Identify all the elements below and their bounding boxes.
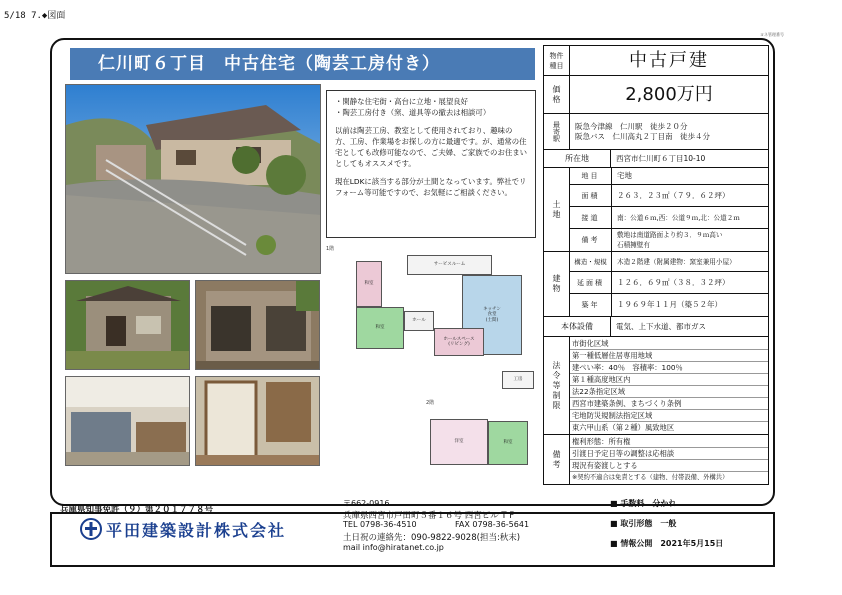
law-line: 建ぺい率：40％ 容積率：100％ xyxy=(570,362,768,374)
room-hall: ホール xyxy=(404,311,434,331)
land-field-label: 接道 xyxy=(570,207,612,228)
property-notes xyxy=(326,90,536,238)
land-field-value: 敷地は南道路面より約３．９ｍ高い 石積擁壁有 xyxy=(617,231,723,249)
facility-value: 電気、上下水道、都市ガス xyxy=(616,321,706,331)
remarks-line: 現況有姿渡しとする xyxy=(570,460,768,472)
building-field-value: １９６９年１１月（築５２年） xyxy=(617,300,722,309)
fax-number: FAX 0798-36-5641 xyxy=(455,520,530,529)
company-address: 兵庫県西宮市戸田町５番１６号 西宮ビル T F xyxy=(343,511,515,521)
room-kiln: 工房 xyxy=(502,371,534,389)
room-washitsu-b: 和室 xyxy=(356,307,404,349)
traffic-line: 阪急バス 仁川高丸２丁目南 徒歩４分 xyxy=(575,131,710,141)
room-washitsu-2f: 和室 xyxy=(488,421,528,465)
weekend-contact: 土日祝の連絡先：090-9822-9028(担当:秋末) xyxy=(343,533,521,543)
law-line: 宅地防災規制法指定区域 xyxy=(570,410,768,422)
law-line: 第１種高度地区内 xyxy=(570,374,768,386)
license-number: 兵庫県知事免許（９）第２０１７７８号 xyxy=(60,505,214,515)
publish-date: ■ 情報公開 2021年5月15日 xyxy=(610,539,724,548)
email-address: mail info@hiratanet.co.jp xyxy=(343,543,444,552)
exterior-photo xyxy=(65,84,321,274)
building-field-value: 木造２階建（附属建物：窯室兼用小屋） xyxy=(617,257,736,266)
law-line: 法22条指定区域 xyxy=(570,386,768,398)
law-line: 市街化区域 xyxy=(570,338,768,350)
deal-type: ■ 取引形態 一般 xyxy=(610,519,677,528)
price-value: 2,800万円 xyxy=(625,83,713,105)
price-label: 価格 xyxy=(544,76,570,113)
building-field-label: 構造・規模 xyxy=(570,252,612,271)
facility-label: 本体設備 xyxy=(544,317,611,336)
room-youshitsu: 洋室 xyxy=(430,419,488,465)
company-logo-icon xyxy=(80,518,102,540)
traffic-line: 阪急今津線 仁川駅 徒歩２０分 xyxy=(575,121,688,131)
land-label: 土地 xyxy=(544,168,570,251)
room-washitsu-a: 和室 xyxy=(356,261,382,307)
remarks-line: ※契約不適合は免責とする（建物、付帯設備、外構共） xyxy=(572,474,729,481)
type-value: 中古戸建 xyxy=(629,49,709,71)
building-field-label: 築年 xyxy=(570,294,612,316)
remarks-line: 権利形態：所有権 xyxy=(570,436,768,448)
remarks-line: 引渡日予定日等の調整は応相談 xyxy=(570,448,768,460)
room-interior-photo xyxy=(195,376,320,466)
law-line: 西宮市建築条例、まちづくり条例 xyxy=(570,398,768,410)
building-field-label: 延面積 xyxy=(570,272,612,293)
fee-info: ■ 手数料 分かれ xyxy=(610,499,677,508)
location-label: 所在地 xyxy=(544,150,611,167)
room-kitchen: キッチン 食堂 (土間) xyxy=(462,275,522,355)
law-line: 東六甲山系（第２種）風致地区 xyxy=(572,423,675,432)
building-label: 建物 xyxy=(544,252,570,316)
building-field-value: １２６．６９㎡（３８．３２坪） xyxy=(617,277,730,287)
type-label: 物件 種目 xyxy=(544,46,570,75)
traffic-label: 最寄駅 xyxy=(544,114,570,149)
floor2-label: 2階 xyxy=(426,400,435,406)
note-paragraph: 現在LDKに該当する部分が土間となっています。弊社でリフォーム等可能ですので、お気軽にご相談ください。 xyxy=(335,177,527,197)
location-value: 西宮市仁川町６丁目10-10 xyxy=(616,153,706,163)
floor1-label: 1階 xyxy=(326,246,335,252)
land-field-label: 地目 xyxy=(570,168,612,184)
postal-code: 〒662-0916 xyxy=(343,499,390,508)
page-header-note: 5/18 7.◆図面 xyxy=(4,11,66,21)
note-line: ・閑静な住宅街・高台に立地・展望良好 xyxy=(335,97,469,106)
law-label: 法令等制限 xyxy=(544,337,570,434)
remarks-label: 備考 xyxy=(544,435,570,484)
floor-plan xyxy=(322,243,536,471)
property-info-table xyxy=(543,45,769,485)
land-field-value: 南：公道６ｍ,西：公道９ｍ,北：公道２ｍ xyxy=(617,213,740,222)
sheet-small-note: ヨネ管理番号 xyxy=(760,32,784,37)
land-field-label: 面積 xyxy=(570,185,612,206)
workshop-interior-photo xyxy=(65,376,190,466)
company-name: 平田建築設計株式会社 xyxy=(106,521,287,540)
law-line: 第一種低層住居専用地域 xyxy=(570,350,768,362)
room-living: ホールスペース (リビング) xyxy=(434,328,484,356)
room-service: サービスルーム xyxy=(407,255,492,275)
land-field-value: ２６３．２３㎡（７９．６２坪） xyxy=(617,190,730,200)
kiln-shed-photo xyxy=(195,280,320,370)
land-field-value: 宅地 xyxy=(617,171,632,180)
note-paragraph: 以前は陶芸工房、教室として使用されており、趣味の方、工房、作業場をお探しの方に最適です。が、通常の住宅としても改修可能なので、ご夫婦、ご家族でのお住まいとしてもオススメです。 xyxy=(335,126,528,168)
entrance-photo xyxy=(65,280,190,370)
land-field-label: 備考 xyxy=(570,229,612,251)
phone-number: TEL 0798-36-4510 xyxy=(343,520,417,529)
property-title: 仁川町６丁目 中古住宅（陶芸工房付き） xyxy=(70,48,535,80)
note-line: ・陶芸工房付き（窯、道具等の撤去は相談可） xyxy=(335,108,491,117)
